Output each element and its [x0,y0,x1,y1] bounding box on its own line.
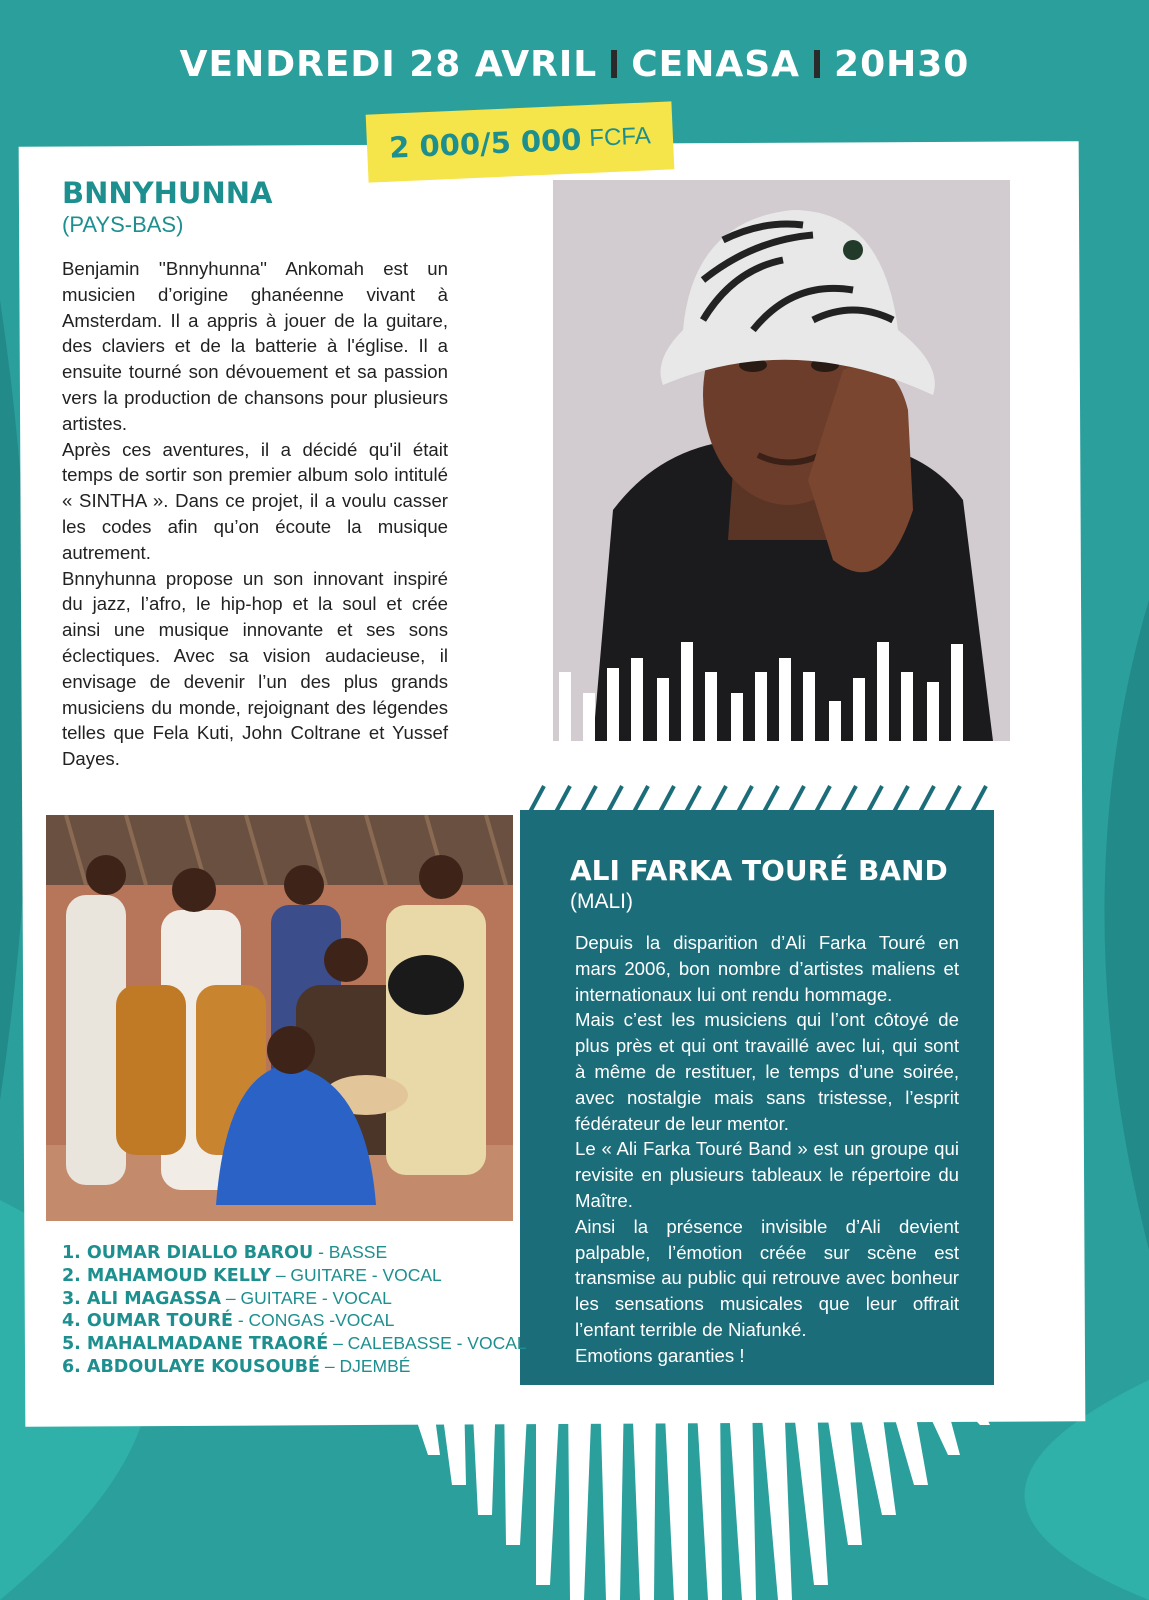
separator [814,50,820,78]
bio-paragraph: Benjamin ''Bnnyhunna'' Ankomah est un musicien d’origine ghanéenne vivant à Amsterdam. Il a appris à jouer de la guitare, des claviers et de la batterie à l'église. Il a ensuite tourné son dévouement et sa passion vers la production de chansons pour plusieurs artistes. [62,258,448,434]
decorative-piano-keys [400,1395,1000,1600]
event-venue: CENASA [631,44,801,85]
price-amount: 2 000/5 000 [388,122,583,165]
bio-paragraph: Le « Ali Farka Touré Band » est un groupe qui revisite en plusieurs tableaux le répertoire du Maître. [575,1138,959,1211]
artist1-country: (PAYS-BAS) [62,212,184,237]
bio-paragraph: Emotions garanties ! [575,1344,745,1366]
member-role: – CALEBASSE - VOCAL [328,1333,527,1354]
event-header [0,44,1149,85]
artist1-name: BNNYHUNNA [62,176,273,210]
member-name: 2. MAHAMOUD KELLY [62,1265,271,1286]
bio-paragraph: Depuis la disparition d’Ali Farka Touré en mars 2006, bon nombre d’artistes maliens et internationaux lui ont rendu hommage. [575,932,959,1005]
member-role: – GUITARE - VOCAL [221,1287,392,1308]
member-role: – GUITARE - VOCAL [270,1264,442,1285]
bio-paragraph: Après ces aventures, il a décidé qu'il était temps de sortir son premier album solo intitulé « SINTHA ». Dans ce projet, il a voulu casser les codes afin qu’on écoute la musique autrement. [62,438,448,563]
bio-paragraph: Bnnyhunna propose un son innovant inspiré du jazz, l’afro, le hip-hop et la soul et crée ainsi une musique innovante et ses sons éclectiques. Avec sa vision audacieuse, il envisage de devenir l’un des plus grands musiciens du monde, rejoignant des légendes telles que Fela Kuti, John Coltrane et Yussef Dayes. [62,567,448,770]
member-item [62,1242,527,1265]
artist2-country: (MALI) [570,890,633,913]
member-name: 5. MAHALMADANE TRAORÉ [62,1334,329,1355]
member-role: - CONGAS -VOCAL [232,1310,395,1331]
bio-paragraph: Mais c’est les musiciens qui l’ont côtoyé de plus près et qui ont travaillé avec lui, qui sont à même de restituer, le temps d’une soirée, avec nostalgie mais sans tristesse, l’esprit fédérateur de leur mentor. [575,1009,959,1134]
artist1-photo [553,180,1010,741]
price-badge [366,101,675,182]
member-name: 4. OUMAR TOURÉ [62,1311,233,1332]
member-item [62,1333,527,1356]
member-name: 3. ALI MAGASSA [62,1288,222,1309]
member-name: 1. OUMAR DIALLO BAROU [62,1243,314,1263]
price-currency: FCFA [588,122,652,152]
band-members-list [62,1242,527,1379]
member-item [62,1288,527,1311]
event-time: 20H30 [834,44,970,85]
event-date: VENDREDI 28 AVRIL [179,44,598,85]
separator [611,50,617,78]
artist1-bio [62,256,448,772]
member-item [62,1265,527,1288]
bio-paragraph: Ainsi la présence invisible d’Ali devient palpable, l’émotion créée sur scène est transmise au public qui retrouve avec bonheur les sensations musicales que leur offrait l’enfant terrible de Niafunké. [575,1215,959,1340]
member-name: 6. ABDOULAYE KOUSOUBÉ [62,1356,320,1377]
artist2-name: ALI FARKA TOURÉ BAND [570,854,948,887]
artist2-bio [575,930,959,1369]
member-item [62,1310,527,1333]
member-item [62,1356,527,1379]
member-role: - BASSE [313,1242,388,1262]
band-photo [46,815,513,1221]
member-role: – DJEMBÉ [320,1355,411,1376]
